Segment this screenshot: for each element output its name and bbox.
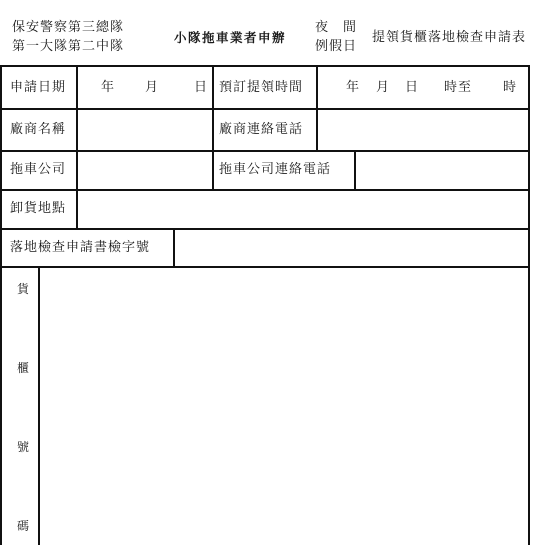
org-line-2: 第一大隊第二中隊: [12, 39, 125, 54]
time-line-2: 例假日: [315, 39, 358, 54]
tow-company-input[interactable]: [78, 152, 212, 189]
vendor-phone-input[interactable]: [318, 110, 528, 150]
vendor-name-label: 廠商名稱: [10, 122, 67, 137]
doc-number-label: 落地檢查申請書檢字號: [10, 240, 151, 255]
container-char-4: 碼: [17, 519, 31, 533]
vendor-phone-label: 廠商連絡電話: [219, 122, 304, 137]
apply-day: 日: [194, 80, 209, 95]
doc-number-input[interactable]: [175, 230, 528, 266]
tow-phone-input[interactable]: [356, 152, 528, 189]
container-char-3: 號: [17, 440, 31, 454]
apply-year: 年: [101, 80, 116, 95]
vendor-name-input[interactable]: [78, 110, 212, 150]
apply-month: 月: [145, 80, 160, 95]
form-title: 提領貨櫃落地檢查申請表: [372, 30, 527, 45]
apply-date-input[interactable]: [78, 67, 212, 108]
pickup-month: 月: [376, 80, 391, 95]
pickup-time-label: 預訂提領時間: [219, 80, 304, 95]
unload-location-label: 卸貨地點: [10, 201, 67, 216]
pickup-day: 日: [405, 80, 420, 95]
unload-location-input[interactable]: [78, 191, 528, 228]
container-char-2: 櫃: [17, 361, 31, 375]
rule-left: [0, 65, 2, 545]
office-name: 小隊拖車業者申辦: [174, 30, 287, 45]
tow-phone-label: 拖車公司連絡電話: [219, 162, 332, 177]
time-line-1: 夜 間: [315, 20, 358, 35]
apply-date-label: 申請日期: [10, 80, 67, 95]
container-char-1: 貨: [17, 282, 31, 296]
pickup-time-input[interactable]: [318, 67, 528, 108]
pickup-hour: 時: [503, 80, 518, 95]
rule-mid-col: [212, 65, 214, 189]
tow-company-label: 拖車公司: [10, 162, 67, 177]
org-line-1: 保安警察第三總隊: [12, 20, 125, 35]
pickup-year: 年: [346, 80, 361, 95]
container-number-input[interactable]: [40, 268, 528, 545]
rule-right: [528, 65, 530, 545]
pickup-hour-to: 時至: [444, 80, 473, 95]
